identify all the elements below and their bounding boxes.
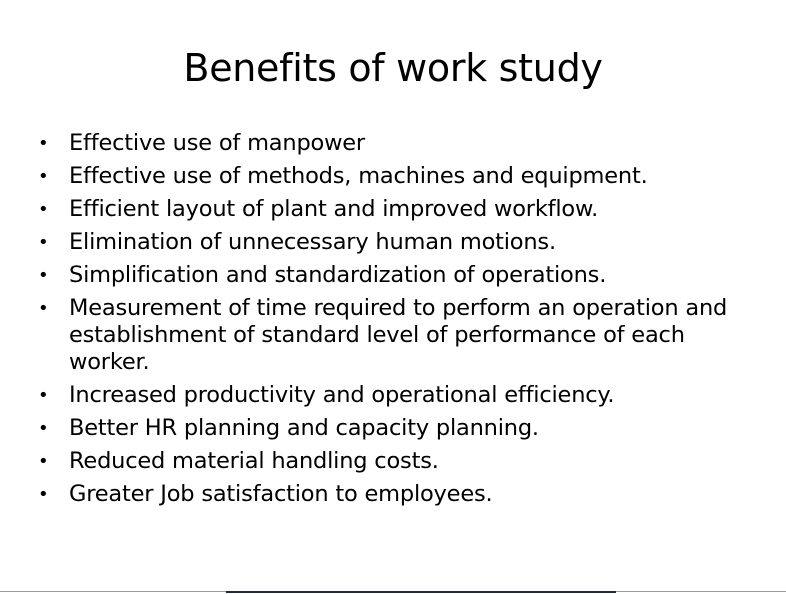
bullet-text: Better HR planning and capacity planning.	[69, 415, 539, 441]
bullet-item	[38, 229, 758, 256]
bullet-icon: •	[38, 418, 49, 439]
bullet-icon: •	[38, 385, 49, 406]
bullet-item	[38, 262, 758, 289]
bullet-item	[38, 163, 758, 190]
bullet-text: Reduced material handling costs.	[69, 448, 439, 474]
bullet-text: Increased productivity and operational efficiency.	[69, 382, 615, 408]
bullet-text: Measurement of time required to perform an operation and establishment of standard level of performance of each worker.	[69, 295, 728, 375]
bullet-text: Effective use of manpower	[69, 130, 365, 156]
bullet-icon: •	[38, 232, 49, 253]
bullet-item	[38, 415, 758, 442]
bullet-item	[38, 295, 758, 376]
bullet-icon: •	[38, 133, 49, 154]
bullet-item	[38, 448, 758, 475]
bullet-icon: •	[38, 265, 49, 286]
bullet-icon: •	[38, 484, 49, 505]
slide-title: Benefits of work study	[183, 46, 603, 90]
bullet-icon: •	[38, 166, 49, 187]
bullet-text: Simplification and standardization of operations.	[69, 262, 607, 288]
bullet-icon: •	[38, 451, 49, 472]
bullet-icon: •	[38, 298, 49, 319]
bullet-text: Greater Job satisfaction to employees.	[69, 481, 493, 507]
bullet-text: Elimination of unnecessary human motions.	[69, 229, 556, 255]
slide-bottom-bar	[226, 591, 616, 593]
bullet-text: Effective use of methods, machines and equipment.	[69, 163, 648, 189]
bullet-icon: •	[38, 199, 49, 220]
bullet-text: Efficient layout of plant and improved workflow.	[69, 196, 599, 222]
bullet-list	[38, 130, 758, 514]
bullet-item	[38, 196, 758, 223]
bullet-item	[38, 130, 758, 157]
bullet-item	[38, 481, 758, 508]
bullet-item	[38, 382, 758, 409]
